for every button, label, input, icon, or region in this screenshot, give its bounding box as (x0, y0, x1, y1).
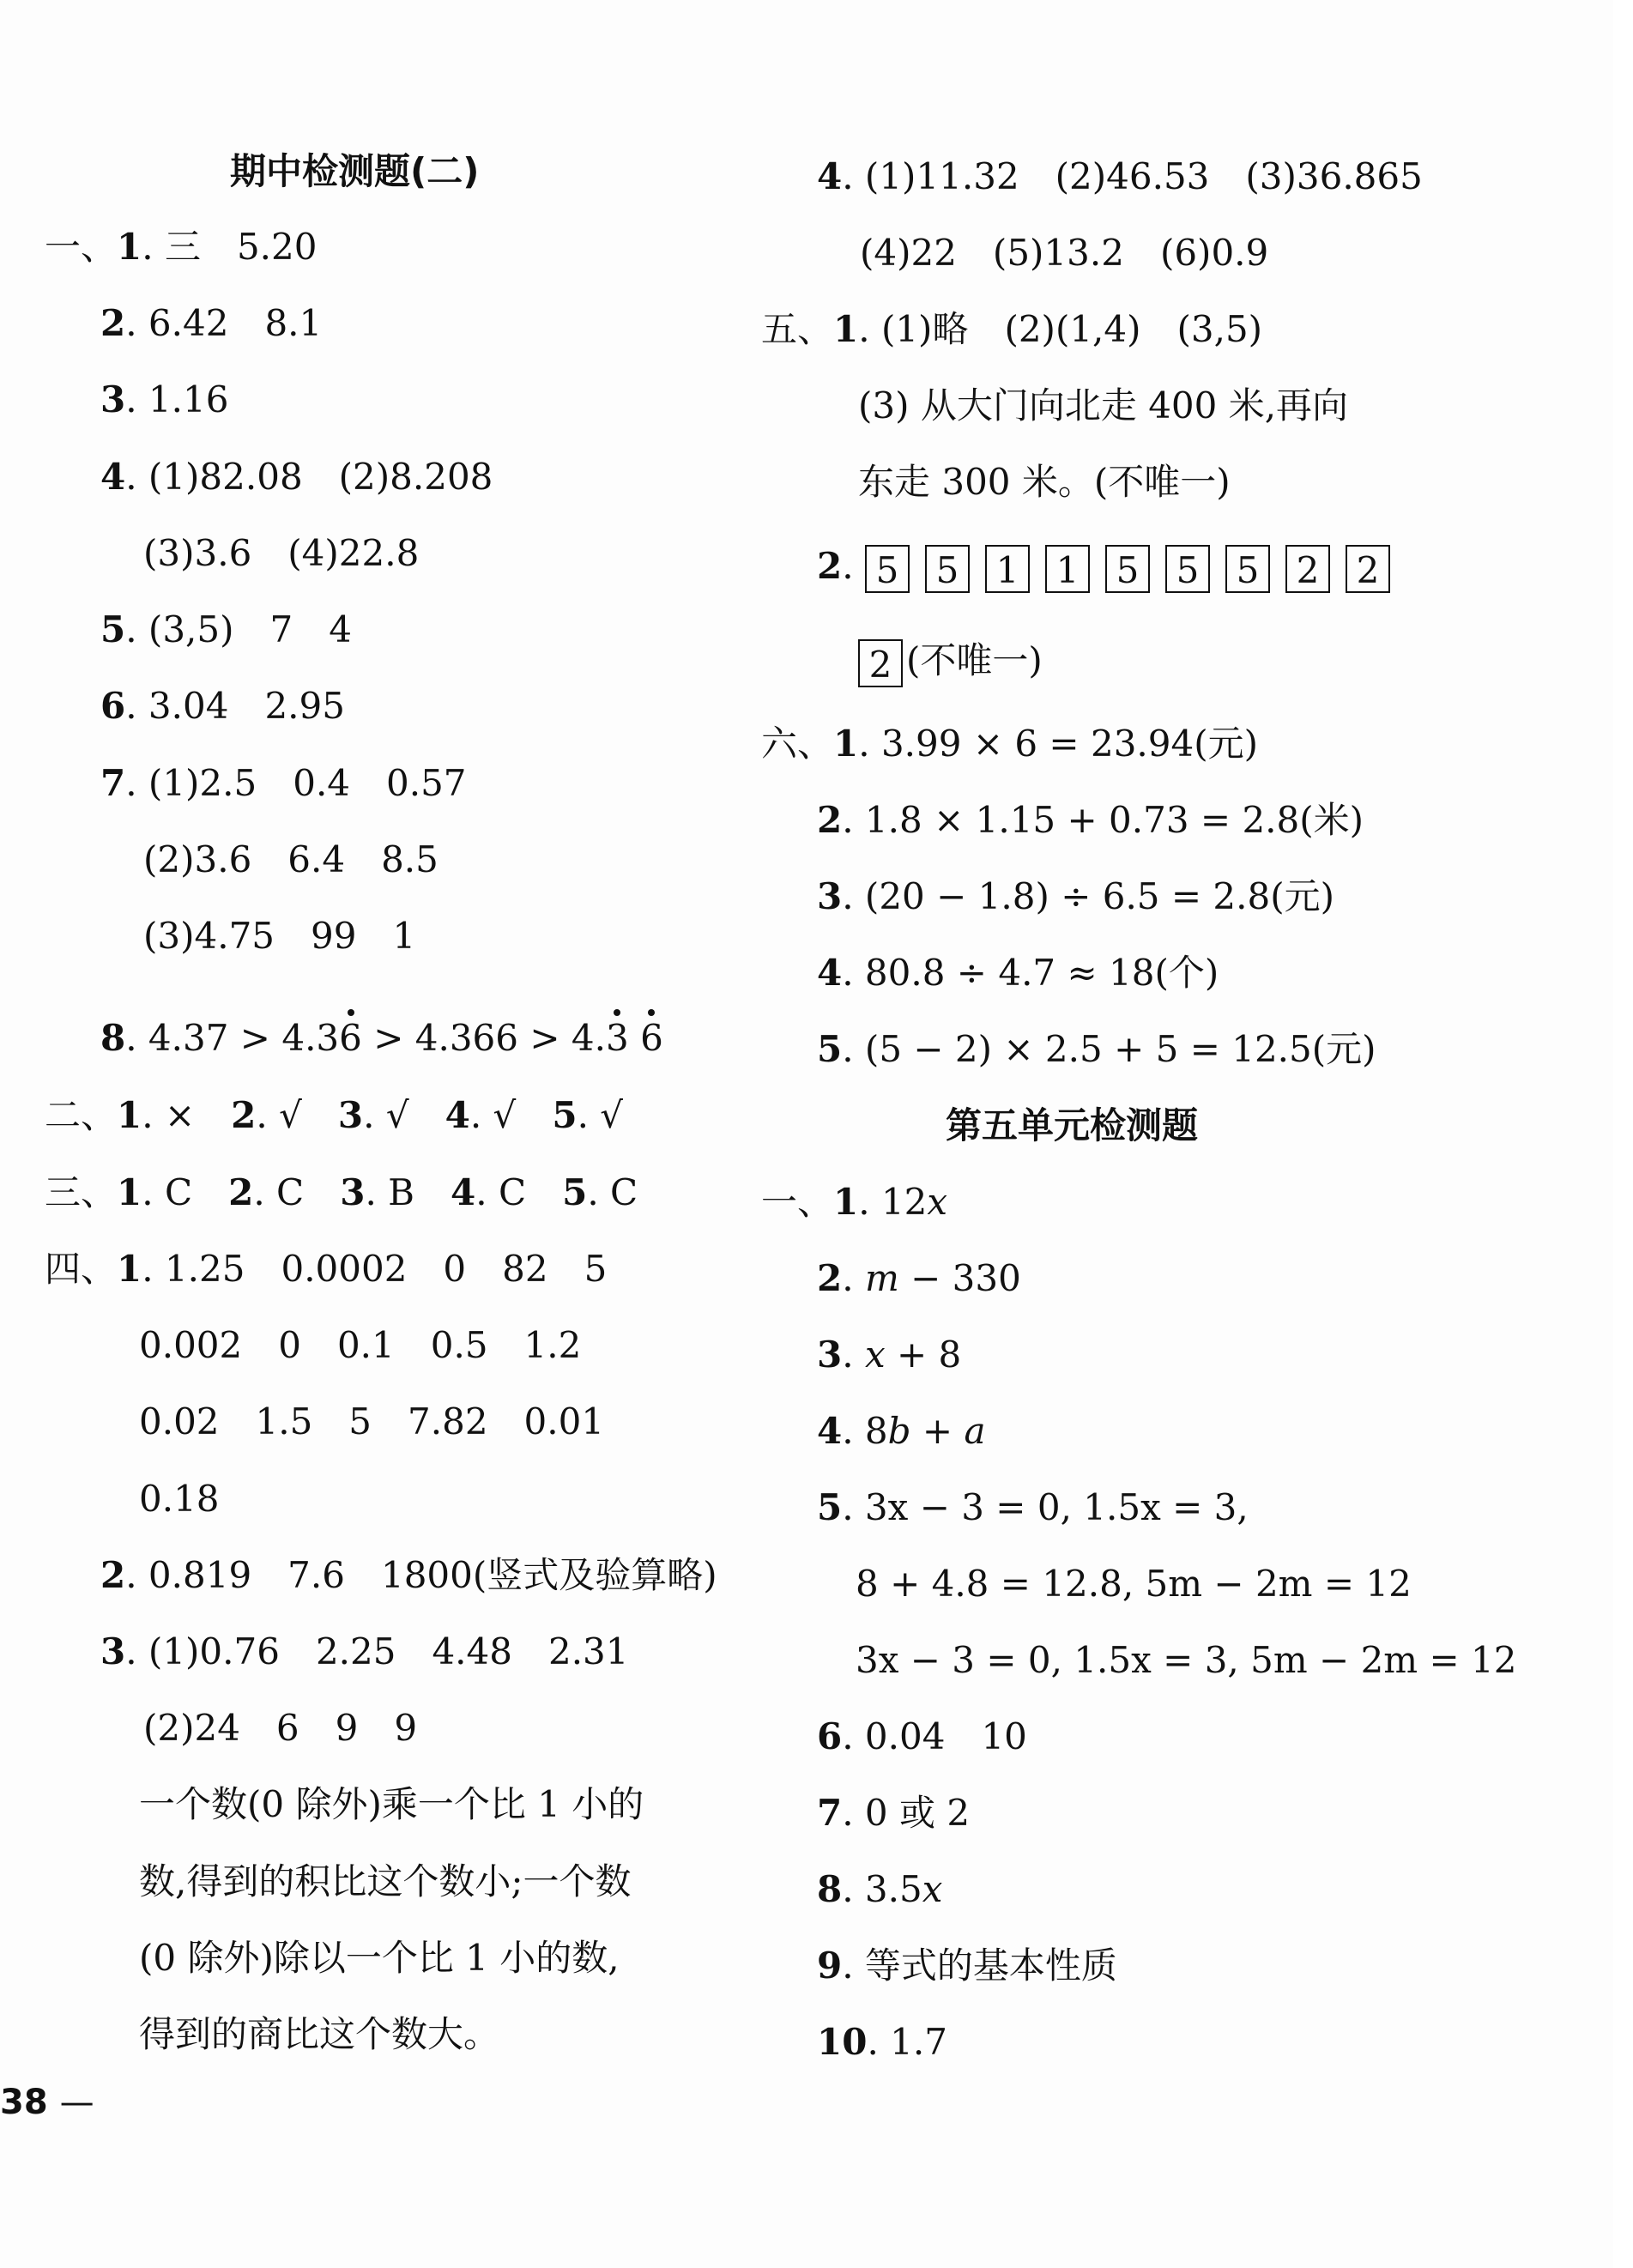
answer-line: (3)4.75 99 1 (143, 915, 416, 957)
answer-line (817, 1482, 1249, 1533)
variable: a (964, 1410, 986, 1452)
answer-line (761, 1176, 947, 1228)
answer-text: . (1)11.32 (2)46.53 (3)36.865 (842, 155, 1423, 197)
answer-line: 0.02 1.5 5 7.82 0.01 (139, 1400, 605, 1442)
question-number: 3 (817, 875, 843, 917)
question-number: 4 (100, 456, 126, 498)
answer-text: . √ (256, 1094, 302, 1136)
answer-line (858, 635, 1043, 687)
section-label: 四、 (45, 1248, 118, 1290)
answer-text: . 0.04 10 (842, 1715, 1027, 1757)
question-number: 4 (445, 1094, 470, 1136)
question-number: 2 (817, 545, 843, 587)
answer-text: . 0.819 7.6 1800(竖式及验算略) (125, 1554, 717, 1596)
answer-text: . 1.7 (867, 2021, 947, 2063)
answer-text: . 等式的基本性质 (842, 1944, 1117, 1987)
answer-text: . 80.8 ÷ 4.7 ≈ 18(个) (842, 952, 1219, 994)
answer-line (817, 1253, 1021, 1304)
answer-line: 东走 300 米。(不唯一) (858, 461, 1231, 503)
answer-text: . (842, 1334, 865, 1376)
question-number: 3 (340, 1171, 366, 1213)
question-number: 2 (100, 1554, 126, 1596)
question-number: 1 (117, 1248, 142, 1290)
answer-text: . √ (363, 1094, 409, 1136)
answer-text: . 1.25 0.0002 0 82 5 (142, 1248, 608, 1290)
answer-line: (3) 从大门向北走 400 米,再向 (858, 384, 1349, 426)
answer-line: 3x − 3 = 0, 1.5x = 3, 5m − 2m = 12 (856, 1639, 1517, 1681)
page-number-dash: — (59, 2083, 94, 2122)
question-number: 7 (817, 1792, 843, 1834)
question-number: 5 (552, 1094, 578, 1136)
question-number: 7 (100, 762, 126, 804)
answer-text: . 1.16 (125, 378, 229, 420)
digit-box: 2 (1346, 545, 1390, 593)
answer-text: . 3x − 3 = 0, 1.5x = 3, (842, 1486, 1249, 1528)
answer-text: . 4.37 > 4.3 (125, 1017, 340, 1059)
question-number: 2 (228, 1171, 254, 1213)
answer-text: . 3.5 (842, 1868, 922, 1910)
answer-line (817, 1329, 961, 1381)
answer-line (817, 1940, 1117, 1992)
question-number: 2 (231, 1094, 257, 1136)
answer-text: . 12 (858, 1181, 928, 1223)
digit-box: 5 (925, 545, 970, 593)
answer-text: . 8 (842, 1410, 888, 1452)
question-number: 6 (817, 1715, 843, 1757)
digit-box: 5 (1225, 545, 1270, 593)
answer-line (45, 1243, 607, 1295)
section-label: 一、 (45, 226, 118, 268)
answer-line (45, 221, 317, 273)
question-number: 5 (817, 1028, 843, 1070)
question-number: 10 (817, 2021, 868, 2063)
answer-text: . (20 − 1.8) ÷ 6.5 = 2.8(元) (842, 875, 1334, 917)
digit-box: 5 (1105, 545, 1150, 593)
question-number: 8 (817, 1868, 843, 1910)
variable: m (864, 1257, 899, 1299)
question-number: 3 (817, 1334, 843, 1376)
question-number: 2 (817, 1257, 843, 1299)
answer-line (817, 2017, 947, 2068)
repeating-digit: 6 (339, 1013, 362, 1064)
repeating-digit: 6 (640, 1013, 663, 1064)
digit-box: 2 (858, 639, 903, 687)
answer-line (761, 304, 1262, 355)
answer-line: 得到的商比这个数大。 (139, 2013, 500, 2055)
question-number: 2 (100, 302, 126, 344)
answer-line: 数,得到的积比这个数小;一个数 (139, 1860, 632, 1902)
answer-line (761, 718, 1258, 770)
page-number-value: 38 (0, 2083, 48, 2122)
answer-line (100, 1550, 717, 1601)
answer-text: . √ (469, 1094, 517, 1136)
section-label: 三、 (45, 1171, 118, 1213)
answer-line: 一个数(0 除外)乘一个比 1 小的 (139, 1783, 644, 1825)
question-number: 4 (817, 952, 843, 994)
answer-text: . (842, 1257, 865, 1299)
question-number: 5 (100, 608, 126, 650)
section-title: 第五单元检测题 (946, 1104, 1199, 1146)
answer-line (817, 947, 1219, 999)
answer-text: . (1)2.5 0.4 0.57 (125, 762, 467, 804)
digit-box: 5 (1165, 545, 1210, 593)
digit-box: 2 (1285, 545, 1330, 593)
answer-text: . (5 − 2) × 2.5 + 5 = 12.5(元) (842, 1028, 1376, 1070)
section-label: 六、 (761, 723, 834, 765)
answer-text: . × (142, 1094, 196, 1136)
answer-text: . (1)0.76 2.25 4.48 2.31 (125, 1630, 629, 1672)
answer-text: . C (587, 1171, 638, 1213)
question-number: 9 (817, 1944, 843, 1987)
page-number (0, 2077, 94, 2128)
answer-text: + (910, 1410, 965, 1452)
answer-text: . (3,5) 7 4 (125, 608, 352, 650)
variable: x (864, 1334, 886, 1376)
answer-text: . C (475, 1171, 527, 1213)
answer-line (100, 1013, 663, 1064)
question-number: 1 (833, 308, 859, 350)
answer-line (100, 1626, 629, 1678)
question-number: 4 (451, 1171, 476, 1213)
answer-line: 0.18 (139, 1478, 220, 1520)
answer-line (45, 1090, 623, 1141)
variable: x (927, 1181, 948, 1223)
answer-line (817, 1406, 986, 1457)
answer-text: . 3.99 × 6 = 23.94(元) (858, 723, 1258, 765)
answer-line (817, 795, 1364, 846)
digit-box: 1 (1045, 545, 1090, 593)
question-number: 4 (817, 155, 843, 197)
answer-text: (不唯一) (906, 639, 1043, 681)
variable: x (922, 1868, 943, 1910)
answer-line (817, 1711, 1027, 1763)
answer-text: > 4.366 > 4. (361, 1017, 606, 1059)
answer-line (817, 1864, 942, 1915)
answer-text: . 6.42 8.1 (125, 302, 323, 344)
digit-box: 5 (865, 545, 910, 593)
question-number: 5 (817, 1486, 843, 1528)
answer-line (100, 604, 352, 656)
answer-line (100, 680, 345, 732)
answer-text: + 8 (885, 1334, 962, 1376)
question-number: 1 (833, 1181, 859, 1223)
answer-line: (3)3.6 (4)22.8 (143, 532, 420, 574)
question-number: 5 (562, 1171, 588, 1213)
answer-line: (4)22 (5)13.2 (6)0.9 (860, 232, 1269, 274)
answer-line (817, 871, 1334, 922)
answer-text: . C (142, 1171, 193, 1213)
question-number: 6 (100, 685, 126, 727)
section-label: 一、 (761, 1181, 834, 1223)
answer-text: . 1.8 × 1.15 + 0.73 = 2.8(米) (842, 799, 1364, 841)
answer-line (817, 1024, 1376, 1075)
question-number: 3 (100, 378, 126, 420)
answer-text: . 0 或 2 (842, 1792, 971, 1834)
answer-line: 2. 5 5 1 1 5 5 5 2 2 (817, 541, 1406, 593)
answer-line: (2)3.6 6.4 8.5 (143, 838, 438, 880)
answer-line: (0 除外)除以一个比 1 小的数, (139, 1937, 620, 1979)
answer-line: (2)24 6 9 9 (143, 1707, 418, 1749)
question-number: 8 (100, 1017, 126, 1059)
answer-line: 8 + 4.8 = 12.8, 5m − 2m = 12 (856, 1563, 1412, 1605)
question-number: 1 (117, 1171, 142, 1213)
answer-text: . √ (577, 1094, 624, 1136)
answer-text: . 3.04 2.95 (125, 685, 345, 727)
answer-text: . B (365, 1171, 415, 1213)
answer-text: . C (253, 1171, 305, 1213)
question-number: 2 (817, 799, 843, 841)
question-number: 1 (117, 226, 142, 268)
section-label: 五、 (761, 308, 834, 350)
answer-line (100, 374, 228, 426)
answer-line (817, 151, 1423, 203)
question-number: 1 (117, 1094, 142, 1136)
answer-text: . (1)略 (2)(1,4) (3,5) (858, 308, 1263, 350)
answer-line (45, 1167, 638, 1219)
answer-line (100, 451, 493, 503)
answer-text: . 三 5.20 (142, 226, 318, 268)
section-title: 期中检测题(二) (230, 150, 480, 192)
section-label: 二、 (45, 1094, 118, 1136)
variable: b (887, 1410, 911, 1452)
answer-line (100, 298, 322, 349)
question-number: 1 (833, 723, 859, 765)
answer-text: . (1)82.08 (2)8.208 (125, 456, 493, 498)
question-number: 3 (337, 1094, 364, 1136)
answer-line (817, 1787, 970, 1839)
question-number: 4 (817, 1410, 843, 1452)
question-number: 3 (100, 1630, 126, 1672)
digit-box: 1 (985, 545, 1030, 593)
repeating-digit: 3 (606, 1013, 629, 1064)
answer-line (100, 758, 467, 809)
answer-line: 0.002 0 0.1 0.5 1.2 (139, 1324, 582, 1366)
answer-text: − 330 (898, 1257, 1021, 1299)
